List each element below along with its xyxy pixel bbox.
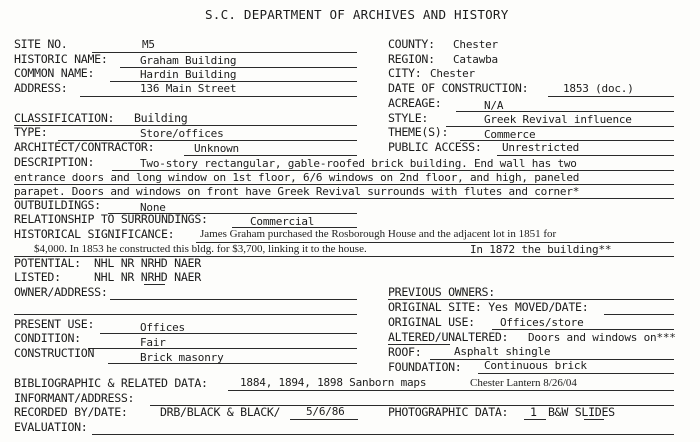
foundation-value: Continuous brick	[484, 359, 587, 372]
site-no-value: M5	[142, 38, 155, 51]
condition-label: CONDITION:	[14, 331, 81, 345]
recorded-value: DRB/BLACK & BLACK/	[160, 405, 281, 419]
condition-value: Fair	[140, 336, 166, 349]
outbuildings-value: None	[140, 201, 166, 214]
photographic-count-rule	[524, 419, 546, 420]
significance-line-1: James Graham purchased the Rosborough House and the adjacent lot in 1851 for	[200, 228, 557, 240]
description-line-3: parapet. Doors and windows on front have Greek Revival surrounds with flutes and corner*	[14, 185, 580, 198]
foundation-rule	[478, 373, 674, 374]
type-value: Store/offices	[140, 127, 224, 140]
public-access-value: Unrestricted	[502, 141, 580, 154]
listed-value: NHL NR NRHD NAER	[94, 270, 201, 284]
recorded-label: RECORDED BY/DATE:	[14, 405, 128, 419]
informant-label: INFORMANT/ADDRESS:	[14, 391, 135, 405]
significance-line-2-hand: $4,000. In 1853 he constructed this bldg. for $3,700, linking it to the house.	[34, 243, 367, 255]
themes-value: Commerce	[484, 128, 536, 141]
original-use-label: ORIGINAL USE:	[388, 315, 475, 329]
significance-label: HISTORICAL SIGNIFICANCE:	[14, 227, 175, 241]
county-value: Chester	[453, 38, 498, 51]
significance-line-2-type: In 1872 the building**	[470, 243, 612, 256]
date-construction-value: 1853 (doc.)	[563, 82, 634, 95]
description-label: DESCRIPTION:	[14, 155, 95, 169]
photographic-count: 1	[530, 405, 537, 419]
address-value: 136 Main Street	[140, 82, 237, 95]
evaluation-label: EVALUATION:	[14, 420, 88, 434]
address-label: ADDRESS:	[14, 81, 68, 95]
original-use-rule	[492, 329, 674, 330]
photographic-rest: B&W SLIDES	[548, 405, 615, 419]
acreage-value: N/A	[484, 99, 504, 112]
potential-label: POTENTIAL:	[14, 256, 81, 270]
date-construction-rule	[548, 96, 674, 97]
original-site-label: ORIGINAL SITE: Yes MOVED/DATE:	[388, 300, 589, 314]
original-use-value: Offices/store	[500, 316, 584, 329]
classification-label: CLASSIFICATION:	[14, 111, 115, 125]
city-value: Chester	[430, 67, 475, 80]
present-use-value: Offices	[140, 321, 185, 334]
listed-label: LISTED:	[14, 270, 61, 284]
construction-rule	[108, 363, 357, 364]
acreage-label: ACREAGE:	[388, 96, 442, 110]
themes-label: THEME(S):	[388, 125, 449, 139]
common-name-label: COMMON NAME:	[14, 66, 95, 80]
region-label: REGION:	[388, 52, 435, 66]
historic-name-label: HISTORIC NAME:	[14, 52, 108, 66]
photographic-label: PHOTOGRAPHIC DATA:	[388, 405, 509, 419]
historic-name-value: Graham Building	[140, 54, 237, 67]
owner-label: OWNER/ADDRESS:	[14, 285, 108, 299]
type-label: TYPE:	[14, 125, 48, 139]
public-access-rule	[497, 155, 674, 156]
style-label: STYLE:	[388, 111, 429, 125]
bibliographic-rule	[228, 390, 674, 391]
roof-value: Asphalt shingle	[454, 345, 551, 358]
site-no-label: SITE NO.	[14, 37, 68, 51]
owner-rule	[110, 299, 357, 300]
form-title: S.C. DEPARTMENT OF ARCHIVES AND HISTORY	[205, 7, 509, 22]
outbuildings-label: OUTBUILDINGS:	[14, 198, 101, 212]
site-no-rule	[92, 52, 357, 53]
style-value: Greek Revival influence	[484, 113, 632, 126]
county-label: COUNTY:	[388, 37, 435, 51]
present-use-label: PRESENT USE:	[14, 317, 95, 331]
bibliographic-label: BIBLIOGRAPHIC & RELATED DATA:	[14, 376, 208, 390]
description-line-2: entrance doors and long window on 1st floor, 6/6 windows on 2nd floor, and high, paneled	[14, 171, 580, 184]
altered-label: ALTERED/UNALTERED:	[388, 330, 509, 344]
style-rule	[446, 126, 674, 127]
foundation-label: FOUNDATION:	[388, 360, 462, 374]
present-use-rule	[100, 333, 357, 334]
recorded-date-rule	[290, 419, 358, 420]
public-access-label: PUBLIC ACCESS:	[388, 140, 482, 154]
relationship-label: RELATIONSHIP TO SURROUNDINGS:	[14, 212, 208, 226]
relationship-value: Commercial	[250, 215, 315, 228]
classification-rule	[14, 125, 357, 126]
architect-rule	[184, 155, 357, 156]
potential-value: NHL NR NRHD NAER	[94, 256, 201, 270]
classification-value: Building	[134, 111, 188, 125]
city-label: CITY:	[388, 66, 422, 80]
nrhd-underline	[144, 284, 165, 285]
region-value: Catawba	[453, 53, 498, 66]
architect-value: Unknown	[194, 142, 239, 155]
address-rule	[80, 96, 357, 97]
construction-label: CONSTRUCTION	[14, 346, 95, 360]
previous-owners-label: PREVIOUS OWNERS:	[388, 285, 495, 299]
common-name-value: Hardin Building	[140, 68, 237, 81]
bibliographic-hand: Chester Lantern 8/26/04	[470, 377, 577, 389]
architect-label: ARCHITECT/CONTRACTOR:	[14, 140, 155, 154]
roof-label: ROOF:	[388, 345, 422, 359]
original-site-rule	[604, 314, 674, 315]
condition-rule	[88, 348, 357, 349]
evaluation-rule	[92, 434, 674, 435]
photographic-bw-rule	[584, 419, 604, 420]
construction-value: Brick masonry	[140, 351, 224, 364]
acreage-rule	[456, 111, 674, 112]
altered-value: Doors and windows on***	[528, 331, 676, 344]
date-construction-label: DATE OF CONSTRUCTION:	[388, 81, 529, 95]
description-line-1: Two-story rectangular, gable-roofed brick building. End wall has two	[140, 157, 577, 170]
owner-rule-2	[14, 314, 357, 315]
recorded-date: 5/6/86	[306, 405, 345, 418]
bibliographic-value: 1884, 1894, 1898 Sanborn maps	[240, 376, 427, 389]
description-rule-3	[14, 198, 674, 199]
